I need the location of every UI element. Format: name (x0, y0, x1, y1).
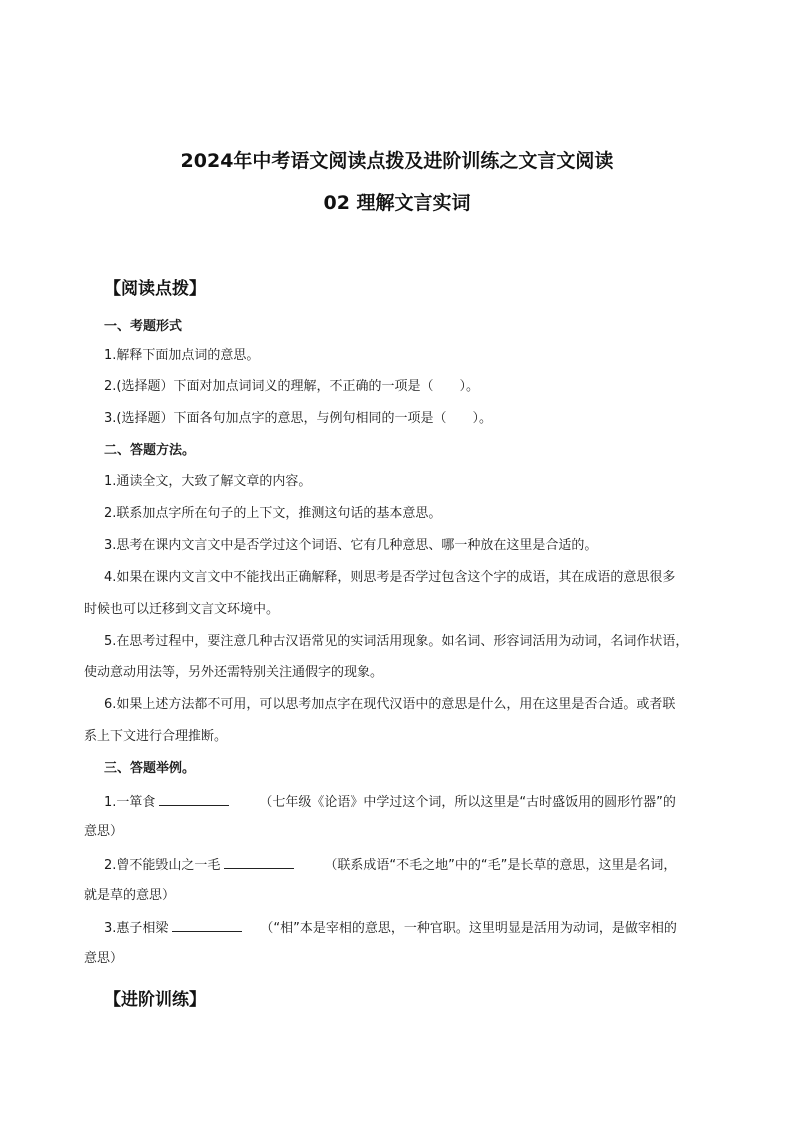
section-heading-reading-guide: 【阅读点拨】 (104, 279, 206, 299)
list-item-continuation: 系上下文进行合理推断。 (84, 729, 228, 744)
list-item-continuation: 时候也可以迁移到文言文环境中。 (84, 602, 280, 617)
subsection-heading-answer-examples: 三、答题举例。 (104, 761, 196, 776)
list-item-continuation: 使动意动用法等，另外还需特别关注通假字的现象。 (84, 665, 384, 680)
answer-blank (159, 792, 229, 806)
list-item: 1.解释下面加点词的意思。 (104, 348, 260, 363)
document-title: 2024年中考语文阅读点拨及进阶训练之文言文阅读 (180, 150, 614, 172)
list-item: 3.(选择题）下面各句加点字的意思，与例句相同的一项是（ ）。 (104, 411, 492, 426)
list-item: 2.联系加点字所在句子的上下文，推测这句话的基本意思。 (104, 506, 442, 521)
list-item: 4.如果在课内文言文中不能找出正确解释，则思考是否学过包含这个字的成语，其在成语的意思很多 (104, 570, 676, 585)
example-note: （“相”本是宰相的意思，一种官职。这里明显是活用为动词，是做宰相的 (260, 921, 677, 936)
example-item (104, 792, 676, 812)
example-note: （联系成语“不毛之地”中的“毛”是长草的意思，这里是名词， (324, 858, 677, 873)
section-heading-advanced-training: 【进阶训练】 (104, 990, 206, 1010)
example-item (104, 918, 677, 938)
list-item: 5.在思考过程中，要注意几种古汉语常见的实词活用现象。如名词、形容词活用为动词，名词作状语， (104, 634, 689, 649)
example-note-continuation: 意思） (84, 951, 124, 966)
example-phrase: 2.曾不能毁山之一毛 (104, 858, 221, 873)
example-note: （七年级《论语》中学过这个词，所以这里是“古时盛饭用的圆形竹器”的 (259, 795, 676, 810)
example-phrase: 1.一箪食 (104, 795, 156, 810)
list-item: 2.(选择题）下面对加点词词义的理解，不正确的一项是（ ）。 (104, 379, 479, 394)
list-item: 1.通读全文，大致了解文章的内容。 (104, 474, 312, 489)
example-note-continuation: 意思） (84, 824, 124, 839)
answer-blank (224, 855, 294, 869)
list-item: 6.如果上述方法都不可用，可以思考加点字在现代汉语中的意思是什么，用在这里是否合适。或者联 (104, 697, 676, 712)
example-item (104, 855, 676, 875)
example-note-continuation: 就是草的意思） (84, 888, 176, 903)
document-subtitle: 02 理解文言实词 (323, 192, 471, 214)
example-phrase: 3.惠子相梁 (104, 921, 169, 936)
list-item: 3.思考在课内文言文中是否学过这个词语、它有几种意思、哪一种放在这里是合适的。 (104, 538, 598, 553)
subsection-heading-question-forms: 一、考题形式 (104, 319, 183, 334)
answer-blank (172, 918, 242, 932)
subsection-heading-answer-methods: 二、答题方法。 (104, 443, 196, 458)
